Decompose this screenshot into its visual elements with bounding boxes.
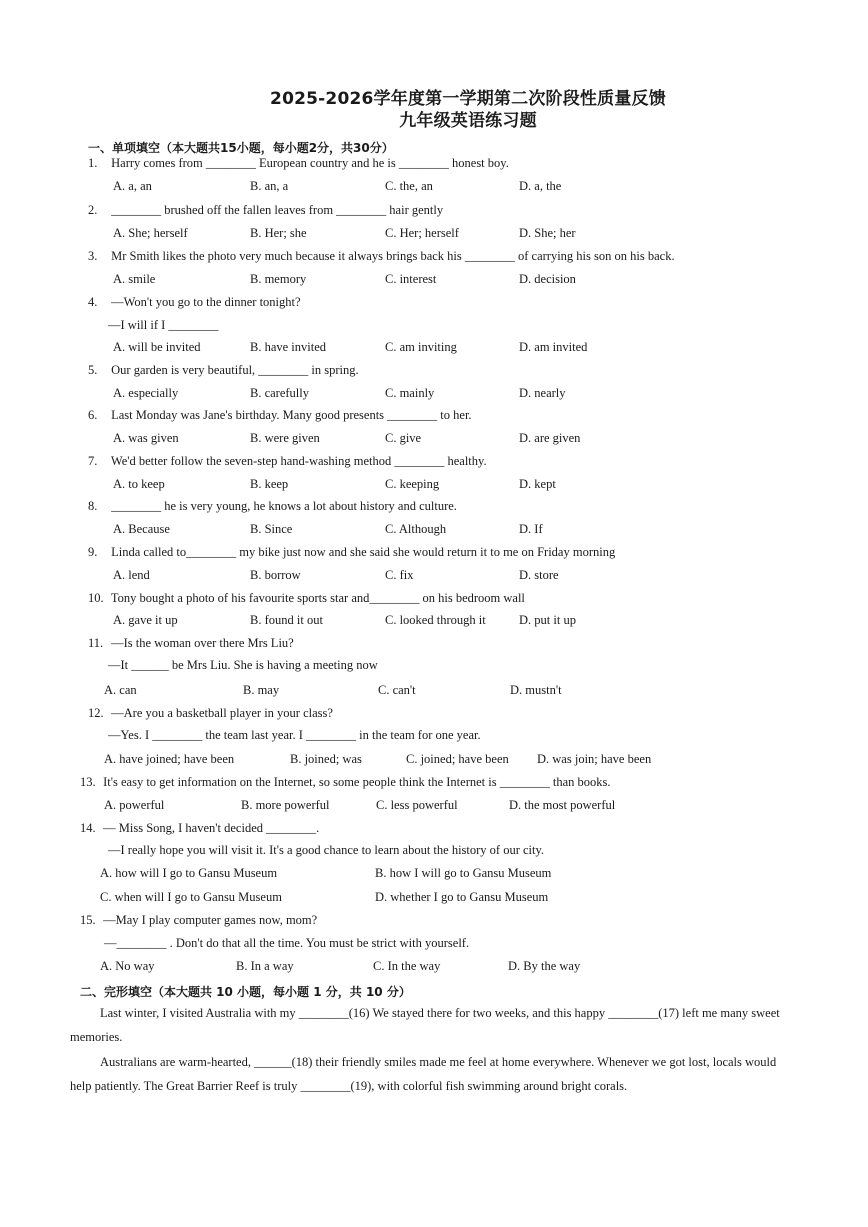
question-stem: —Is the woman over there Mrs Liu? bbox=[111, 636, 294, 650]
question-reply: —________ . Don't do that all the time. You must be strict with yourself. bbox=[104, 936, 470, 950]
option-d[interactable]: D. put it up bbox=[519, 613, 576, 627]
question-9 bbox=[0, 545, 868, 563]
question-stem: Tony bought a photo of his favourite sports star and________ on his bedroom wall bbox=[110, 591, 525, 605]
question-5 bbox=[0, 363, 868, 381]
question-14-options-row2 bbox=[0, 890, 868, 908]
question-6 bbox=[0, 408, 868, 426]
option-a[interactable]: A. gave it up bbox=[113, 613, 178, 627]
cloze-line-2: memories. bbox=[70, 1030, 123, 1044]
option-d[interactable]: D. She; her bbox=[519, 226, 576, 240]
option-b[interactable]: B. more powerful bbox=[241, 798, 330, 812]
question-10 bbox=[0, 591, 868, 609]
question-stem: ________ he is very young, he knows a lot about history and culture. bbox=[111, 499, 457, 513]
question-stem: Last Monday was Jane's birthday. Many good presents ________ to her. bbox=[111, 408, 472, 422]
option-c[interactable]: C. joined; have been bbox=[406, 752, 509, 766]
question-stem: —Are you a basketball player in your class? bbox=[111, 706, 333, 720]
question-number: 1. bbox=[88, 156, 98, 170]
question-number: 5. bbox=[88, 363, 98, 377]
question-number: 13. bbox=[80, 775, 96, 789]
option-d[interactable]: D. mustn't bbox=[510, 683, 562, 697]
option-c[interactable]: C. Although bbox=[385, 522, 447, 536]
question-number: 12. bbox=[88, 706, 104, 720]
option-c[interactable]: C. less powerful bbox=[376, 798, 458, 812]
question-number: 3. bbox=[88, 249, 98, 263]
question-number: 9. bbox=[88, 545, 98, 559]
option-d[interactable]: D. store bbox=[519, 568, 559, 582]
option-c[interactable]: C. mainly bbox=[385, 386, 435, 400]
question-reply: —Yes. I ________ the team last year. I ________ in the team for one year. bbox=[108, 728, 481, 742]
option-c[interactable]: C. fix bbox=[385, 568, 414, 582]
question-5-options bbox=[0, 386, 868, 404]
option-a[interactable]: A. was given bbox=[113, 431, 179, 445]
option-c[interactable]: C. the, an bbox=[385, 179, 433, 193]
option-d[interactable]: D. whether I go to Gansu Museum bbox=[375, 890, 549, 904]
option-c[interactable]: C. looked through it bbox=[385, 613, 486, 627]
option-b[interactable]: B. borrow bbox=[250, 568, 301, 582]
question-14-reply bbox=[0, 843, 868, 861]
option-b[interactable]: B. joined; was bbox=[290, 752, 362, 766]
option-b[interactable]: B. carefully bbox=[250, 386, 310, 400]
question-4-reply bbox=[0, 318, 868, 336]
question-number: 2. bbox=[88, 203, 98, 217]
option-a[interactable]: A. smile bbox=[113, 272, 156, 286]
option-d[interactable]: D. decision bbox=[519, 272, 576, 286]
option-b[interactable]: B. found it out bbox=[250, 613, 323, 627]
question-2-options bbox=[0, 226, 868, 244]
question-stem: ________ brushed off the fallen leaves from ________ hair gently bbox=[111, 203, 444, 217]
question-stem: Linda called to________ my bike just now and she said she would return it to me on Friday morning bbox=[111, 545, 616, 559]
option-c[interactable]: C. can't bbox=[378, 683, 416, 697]
option-d[interactable]: D. was join; have been bbox=[537, 752, 652, 766]
option-a[interactable]: A. can bbox=[104, 683, 137, 697]
section2-heading: 二、完形填空（本大题共 10 小题，每小题 1 分，共 10 分） bbox=[80, 985, 411, 999]
question-8-options bbox=[0, 522, 868, 540]
question-stem: We'd better follow the seven-step hand-washing method ________ healthy. bbox=[110, 454, 487, 468]
question-reply: —I really hope you will visit it. It's a good chance to learn about the history of our city. bbox=[108, 843, 545, 857]
question-13 bbox=[0, 775, 868, 793]
option-c[interactable]: C. In the way bbox=[373, 959, 441, 973]
option-d[interactable]: D. are given bbox=[519, 431, 581, 445]
option-b[interactable]: B. In a way bbox=[236, 959, 294, 973]
question-7 bbox=[0, 454, 868, 472]
option-a[interactable]: A. will be invited bbox=[113, 340, 201, 354]
cloze-line-1: Last winter, I visited Australia with my ________(16) We stayed there for two weeks, and this happy ________(17) left me many sweet bbox=[100, 1006, 780, 1020]
question-12-reply bbox=[0, 728, 868, 746]
question-number: 10. bbox=[88, 591, 104, 605]
option-a[interactable]: A. Because bbox=[113, 522, 170, 536]
option-a[interactable]: A. to keep bbox=[113, 477, 165, 491]
question-12 bbox=[0, 706, 868, 724]
option-d[interactable]: D. a, the bbox=[519, 179, 562, 193]
option-b[interactable]: B. an, a bbox=[250, 179, 289, 193]
question-11-reply bbox=[0, 658, 868, 676]
option-c[interactable]: C. Her; herself bbox=[385, 226, 459, 240]
question-12-options bbox=[0, 752, 868, 770]
question-4 bbox=[0, 295, 868, 313]
option-a[interactable]: A. especially bbox=[113, 386, 179, 400]
option-a[interactable]: A. lend bbox=[113, 568, 150, 582]
question-13-options bbox=[0, 798, 868, 816]
question-6-options bbox=[0, 431, 868, 449]
question-stem: It's easy to get information on the Internet, so some people think the Internet is ________ than books. bbox=[103, 775, 611, 789]
question-11 bbox=[0, 636, 868, 654]
question-number: 15. bbox=[80, 913, 96, 927]
cloze-line-4: help patiently. The Great Barrier Reef is truly ________(19), with colorful fish swimming around bright corals. bbox=[70, 1079, 628, 1093]
exam-subtitle: 九年级英语练习题 bbox=[399, 111, 537, 131]
question-10-options bbox=[0, 613, 868, 631]
question-4-options bbox=[0, 340, 868, 358]
question-number: 4. bbox=[88, 295, 98, 309]
question-reply: —I will if I ________ bbox=[108, 318, 219, 332]
question-number: 14. bbox=[80, 821, 96, 835]
section1-heading: 一、单项填空（本大题共15小题，每小题2分，共30分） bbox=[88, 141, 394, 155]
question-stem: — Miss Song, I haven't decided ________. bbox=[103, 821, 320, 835]
question-7-options bbox=[0, 477, 868, 495]
option-a[interactable]: A. how will I go to Gansu Museum bbox=[100, 866, 278, 880]
cloze-line-3: Australians are warm-hearted, ______(18) their friendly smiles made me feel at home everywhere. Whenever we got lost, locals would bbox=[100, 1055, 777, 1069]
question-11-options bbox=[0, 683, 868, 701]
option-c[interactable]: C. give bbox=[385, 431, 422, 445]
option-b[interactable]: B. how I will go to Gansu Museum bbox=[375, 866, 552, 880]
option-b[interactable]: B. Since bbox=[250, 522, 293, 536]
option-b[interactable]: B. memory bbox=[250, 272, 307, 286]
option-a[interactable]: A. a, an bbox=[113, 179, 152, 193]
question-8 bbox=[0, 499, 868, 517]
question-15 bbox=[0, 913, 868, 931]
option-a[interactable]: A. have joined; have been bbox=[104, 752, 235, 766]
option-c[interactable]: C. interest bbox=[385, 272, 437, 286]
exam-title: 2025-2026学年度第一学期第二次阶段性质量反馈 bbox=[270, 89, 666, 109]
question-number: 7. bbox=[88, 454, 98, 468]
option-c[interactable]: C. am inviting bbox=[385, 340, 457, 354]
option-d[interactable]: D. nearly bbox=[519, 386, 566, 400]
option-b[interactable]: B. keep bbox=[250, 477, 289, 491]
question-14-options-row1 bbox=[0, 866, 868, 884]
option-d[interactable]: D. If bbox=[519, 522, 543, 536]
question-number: 6. bbox=[88, 408, 98, 422]
option-d[interactable]: D. By the way bbox=[508, 959, 581, 973]
option-b[interactable]: B. have invited bbox=[250, 340, 327, 354]
question-stem: —May I play computer games now, mom? bbox=[103, 913, 318, 927]
question-1-options bbox=[0, 179, 868, 197]
question-stem: —Won't you go to the dinner tonight? bbox=[111, 295, 301, 309]
question-stem: Mr Smith likes the photo very much because it always brings back his ________ of carrying his son on his back. bbox=[111, 249, 675, 263]
question-3 bbox=[0, 249, 868, 267]
question-15-options bbox=[0, 959, 868, 977]
question-stem: Our garden is very beautiful, ________ in spring. bbox=[111, 363, 359, 377]
option-b[interactable]: B. were given bbox=[250, 431, 320, 445]
question-3-options bbox=[0, 272, 868, 290]
option-c[interactable]: C. keeping bbox=[385, 477, 440, 491]
option-b[interactable]: B. may bbox=[243, 683, 280, 697]
option-a[interactable]: A. She; herself bbox=[113, 226, 188, 240]
question-2 bbox=[0, 203, 868, 221]
option-d[interactable]: D. am invited bbox=[519, 340, 588, 354]
question-9-options bbox=[0, 568, 868, 586]
question-number: 11. bbox=[88, 636, 104, 650]
option-d[interactable]: D. kept bbox=[519, 477, 556, 491]
option-b[interactable]: B. Her; she bbox=[250, 226, 307, 240]
option-a[interactable]: A. powerful bbox=[104, 798, 165, 812]
question-14 bbox=[0, 821, 868, 839]
question-15-reply bbox=[0, 936, 868, 954]
option-d[interactable]: D. the most powerful bbox=[509, 798, 616, 812]
question-reply: —It ______ be Mrs Liu. She is having a meeting now bbox=[108, 658, 378, 672]
option-a[interactable]: A. No way bbox=[100, 959, 155, 973]
question-1 bbox=[0, 156, 868, 174]
question-stem: Harry comes from ________ European country and he is ________ honest boy. bbox=[111, 156, 509, 170]
option-c[interactable]: C. when will I go to Gansu Museum bbox=[100, 890, 282, 904]
question-number: 8. bbox=[88, 499, 98, 513]
